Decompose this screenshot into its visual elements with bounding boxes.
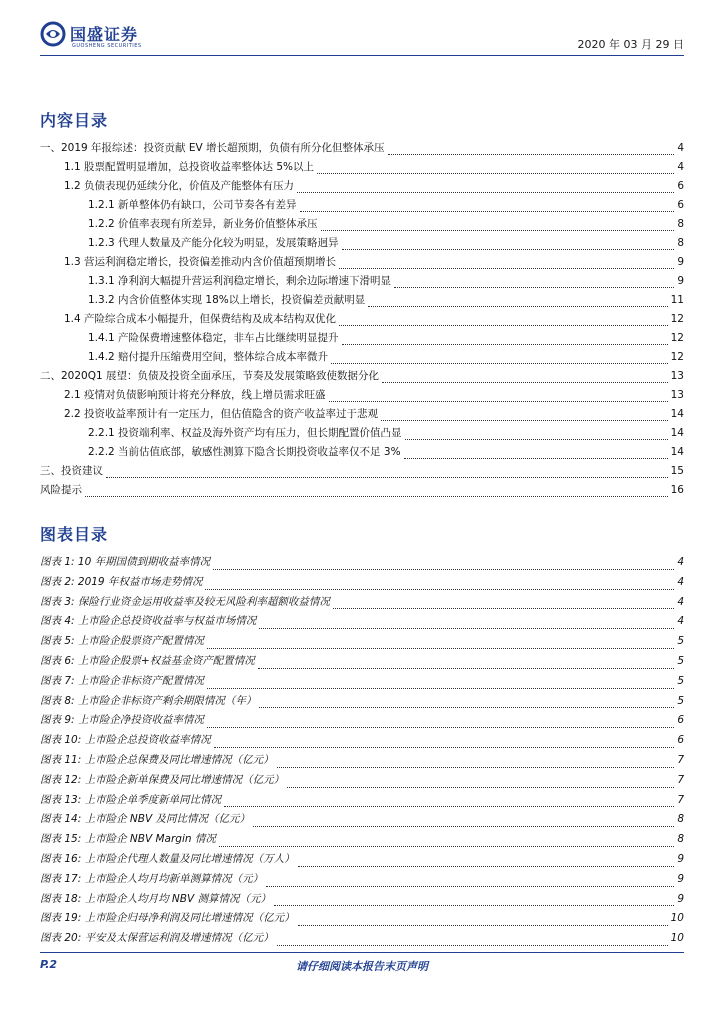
dot-leader [219, 845, 674, 847]
toc-entry-page: 10 [670, 912, 684, 925]
toc-entry-page: 9 [677, 872, 684, 885]
dot-leader [207, 687, 674, 689]
dot-leader [342, 248, 675, 250]
toc-entry-title: 图表 4: 上市险企总投资收益率与权益市场情况 [40, 615, 257, 628]
toc-entry-title: 图表 12: 上市险企新单保费及同比增速情况（亿元） [40, 773, 285, 786]
toc-entry[interactable] [40, 196, 684, 215]
toc-entry-title: 1.3.2 内含价值整体实现 18%以上增长，投资偏差贡献明显 [88, 294, 366, 306]
toc-entry[interactable] [40, 462, 684, 481]
dot-leader [287, 786, 674, 788]
toc-entry[interactable] [40, 272, 684, 291]
toc-entry-page: 4 [677, 595, 684, 608]
toc-entry-page: 6 [677, 199, 684, 211]
brand-name-en: GUOSHENG SECURITIES [72, 43, 142, 49]
toc-entry[interactable] [40, 929, 684, 949]
toc-entry-page: 8 [677, 813, 684, 826]
toc-entry[interactable] [40, 573, 684, 593]
toc-entry-title: 一、2019 年报综述：投资贡献 EV 增长超预期，负债有所分化但整体承压 [40, 142, 385, 154]
report-date: 2020 年 03 月 29 日 [577, 38, 684, 51]
dot-leader [404, 457, 668, 459]
toc-entry-page: 5 [677, 694, 684, 707]
toc-entry[interactable] [40, 593, 684, 613]
toc-entry[interactable] [40, 810, 684, 830]
toc-entry-page: 6 [677, 180, 684, 192]
toc-entry[interactable] [40, 711, 684, 731]
toc-entry-page: 7 [677, 773, 684, 786]
dot-leader [207, 726, 674, 728]
toc-entry-title: 二、2020Q1 展望：负债及投资全面承压，节奏及发展策略致使数据分化 [40, 370, 380, 382]
toc-entry-title: 图表 2: 2019 年权益市场走势情况 [40, 575, 203, 588]
dot-leader [331, 362, 668, 364]
dot-leader [297, 191, 674, 193]
toc-entry-title: 1.3.1 净利润大幅提升营运利润稳定增长，剩余边际增速下滑明显 [88, 275, 392, 287]
toc-entry[interactable] [40, 234, 684, 253]
toc-entry[interactable] [40, 731, 684, 751]
toc-entry[interactable] [40, 890, 684, 910]
toc-entry-page: 9 [677, 256, 684, 268]
toc-entry-title: 2.2 投资收益率预计有一定压力，但估值隐含的资产收益率过于悲观 [64, 408, 379, 420]
dot-leader [277, 766, 675, 768]
toc-entry[interactable] [40, 158, 684, 177]
footer-divider [40, 952, 684, 953]
toc-entry-page: 4 [677, 615, 684, 628]
toc-entry-page: 5 [677, 635, 684, 648]
toc-entry-title: 图表 8: 上市险企非标资产剩余期限情况（年） [40, 694, 257, 707]
toc-entry-page: 11 [670, 294, 684, 306]
toc-entry-page: 12 [670, 313, 684, 325]
toc-entry-title: 三、投资建议 [40, 465, 103, 477]
dot-leader [298, 924, 668, 926]
toc-entry[interactable] [40, 850, 684, 870]
page-number: P.2 [40, 958, 58, 971]
toc-entry-page: 13 [670, 370, 684, 382]
toc-entry-page: 6 [677, 714, 684, 727]
toc-entry-title: 图表 17: 上市险企人均月均新单测算情况（元） [40, 872, 264, 885]
toc-entry-title: 2.2.2 当前估值底部，敏感性测算下隐含长期投资收益率仅不足 3% [88, 446, 401, 458]
toc-entry[interactable] [40, 751, 684, 771]
dot-leader [274, 904, 674, 906]
dot-leader [300, 210, 675, 212]
toc-entry-page: 8 [677, 237, 684, 249]
guosheng-logo [40, 20, 150, 56]
toc-entry-title: 2.2.1 投资端利率、权益及海外资产均有压力，但长期配置价值凸显 [88, 427, 402, 439]
toc-entry-page: 7 [677, 753, 684, 766]
toc-entry-title: 1.2.3 代理人数量及产能分化较为明显，发展策略迥异 [88, 237, 339, 249]
dot-leader [213, 568, 674, 570]
toc-entry-page: 9 [677, 892, 684, 905]
toc-entry[interactable] [40, 386, 684, 405]
dot-leader [394, 286, 674, 288]
contents-title: 内容目录 [40, 111, 109, 130]
toc-entry-title: 1.2.1 新单整体仍有缺口，公司节奏各有差异 [88, 199, 297, 211]
toc-entry-page: 12 [670, 351, 684, 363]
toc-entry[interactable] [40, 692, 684, 712]
toc-entry-title: 图表 16: 上市险企代理人数量及同比增速情况（万人） [40, 852, 295, 865]
figures-title: 图表目录 [40, 525, 109, 544]
dot-leader [339, 267, 674, 269]
toc-entry-title: 1.4.1 产险保费增速整体稳定，非车占比继续明显提升 [88, 332, 339, 344]
guosheng-logo-icon [40, 20, 66, 48]
toc-entry[interactable] [40, 177, 684, 196]
footer-disclaimer: 请仔细阅读本报告末页声明 [296, 960, 428, 973]
toc-entry-page: 12 [670, 332, 684, 344]
toc-entry[interactable] [40, 139, 684, 158]
toc-entry[interactable] [40, 215, 684, 234]
toc-entry[interactable] [40, 791, 684, 811]
dot-leader [224, 805, 674, 807]
toc-entry[interactable] [40, 672, 684, 692]
toc-entry-page: 8 [677, 218, 684, 230]
dot-leader [342, 343, 668, 345]
toc-entry-title: 图表 9: 上市险企净投资收益率情况 [40, 714, 204, 727]
dot-leader [207, 647, 674, 649]
toc-entry[interactable] [40, 443, 684, 462]
toc-entry[interactable] [40, 632, 684, 652]
toc-entry-title: 图表 7: 上市险企非标资产配置情况 [40, 674, 204, 687]
toc-entry-title: 1.4.2 赔付提升压缩费用空间，整体综合成本率微升 [88, 351, 329, 363]
toc-entry-title: 1.4 产险综合成本小幅提升，但保费结构及成本结构双优化 [64, 313, 337, 325]
toc-entry-title: 图表 3: 保险行业资金运用收益率及较无风险利率超额收益情况 [40, 595, 330, 608]
dot-leader [253, 825, 674, 827]
toc-entry-page: 5 [677, 674, 684, 687]
toc-entry-page: 9 [677, 852, 684, 865]
toc-entry-title: 图表 20: 平安及太保营运利润及增速情况（亿元） [40, 932, 274, 945]
dot-leader [205, 588, 674, 590]
toc-entry-title: 图表 18: 上市险企人均月均 NBV 测算情况（元） [40, 892, 271, 905]
toc-entry-page: 13 [670, 389, 684, 401]
dot-leader [259, 627, 674, 629]
toc-entry[interactable] [40, 367, 684, 386]
dot-leader [298, 865, 675, 867]
toc-entry-page: 6 [677, 734, 684, 747]
dot-leader [321, 229, 675, 231]
toc-entry[interactable] [40, 612, 684, 632]
table-of-contents [40, 139, 684, 500]
dot-leader [368, 305, 667, 307]
page-header [40, 18, 684, 56]
toc-entry[interactable] [40, 405, 684, 424]
toc-entry-title: 图表 13: 上市险企单季度新单同比情况 [40, 793, 222, 806]
toc-entry[interactable] [40, 310, 684, 329]
toc-entry-page: 14 [670, 427, 684, 439]
toc-entry-title: 1.1 股票配置明显增加，总投资收益率整体达 5%以上 [64, 161, 315, 173]
dot-leader [266, 885, 674, 887]
dot-leader [333, 607, 674, 609]
toc-entry-page: 4 [677, 142, 684, 154]
dot-leader [405, 438, 668, 440]
toc-entry-title: 2.1 疫情对负债影响预计将充分释放，线上增员需求旺盛 [64, 389, 326, 401]
toc-entry-page: 5 [677, 654, 684, 667]
toc-entry[interactable] [40, 348, 684, 367]
toc-entry-title: 图表 19: 上市险企归母净利润及同比增速情况（亿元） [40, 912, 295, 925]
toc-entry[interactable] [40, 909, 684, 929]
toc-entry[interactable] [40, 291, 684, 310]
toc-entry-title: 1.2.2 价值率表现有所差异，新业务价值整体承压 [88, 218, 318, 230]
toc-entry-page: 7 [677, 793, 684, 806]
toc-entry[interactable] [40, 253, 684, 272]
toc-entry[interactable] [40, 830, 684, 850]
toc-entry-title: 图表 6: 上市险企股票+权益基金资产配置情况 [40, 654, 255, 667]
toc-entry-page: 14 [670, 446, 684, 458]
toc-entry-page: 15 [670, 465, 684, 477]
toc-entry-title: 图表 10: 上市险企总投资收益率情况 [40, 734, 211, 747]
dot-leader [339, 324, 668, 326]
dot-leader [382, 381, 668, 383]
dot-leader [258, 667, 675, 669]
toc-entry[interactable] [40, 329, 684, 348]
dot-leader [214, 746, 675, 748]
toc-entry-title: 图表 1: 10 年期国债到期收益率情况 [40, 556, 211, 568]
dot-leader [85, 495, 668, 497]
header-divider [40, 55, 684, 56]
toc-entry[interactable] [40, 553, 684, 573]
dot-leader [277, 944, 668, 946]
dot-leader [259, 706, 674, 708]
toc-entry[interactable] [40, 652, 684, 672]
toc-entry-title: 图表 5: 上市险企股票资产配置情况 [40, 635, 204, 648]
dot-leader [329, 400, 668, 402]
toc-entry[interactable] [40, 481, 684, 500]
toc-entry[interactable] [40, 424, 684, 443]
brand-name-cn: 国盛证券 [70, 25, 139, 44]
dot-leader [381, 419, 668, 421]
toc-entry-page: 4 [677, 575, 684, 588]
toc-entry-title: 1.3 营运利润稳定增长，投资偏差推动内含价值超预期增长 [64, 256, 337, 268]
dot-leader [106, 476, 668, 478]
toc-entry-title: 1.2 负债表现仍延续分化，价值及产能整体有压力 [64, 180, 295, 192]
toc-entry-page: 10 [670, 932, 684, 945]
dot-leader [317, 172, 674, 174]
toc-entry-title: 图表 11: 上市险企总保费及同比增速情况（亿元） [40, 753, 274, 766]
toc-entry-page: 14 [670, 408, 684, 420]
toc-entry[interactable] [40, 870, 684, 890]
toc-entry-page: 4 [677, 161, 684, 173]
toc-entry-title: 图表 15: 上市险企 NBV Margin 情况 [40, 833, 216, 846]
toc-entry-page: 4 [677, 556, 684, 568]
toc-entry[interactable] [40, 771, 684, 791]
toc-entry-title: 风险提示 [40, 484, 82, 496]
dot-leader [388, 153, 675, 155]
toc-entry-page: 9 [677, 275, 684, 287]
list-of-figures [40, 553, 684, 949]
toc-entry-page: 16 [670, 484, 684, 496]
toc-entry-title: 图表 14: 上市险企 NBV 及同比情况（亿元） [40, 813, 250, 826]
toc-entry-page: 8 [677, 833, 684, 846]
